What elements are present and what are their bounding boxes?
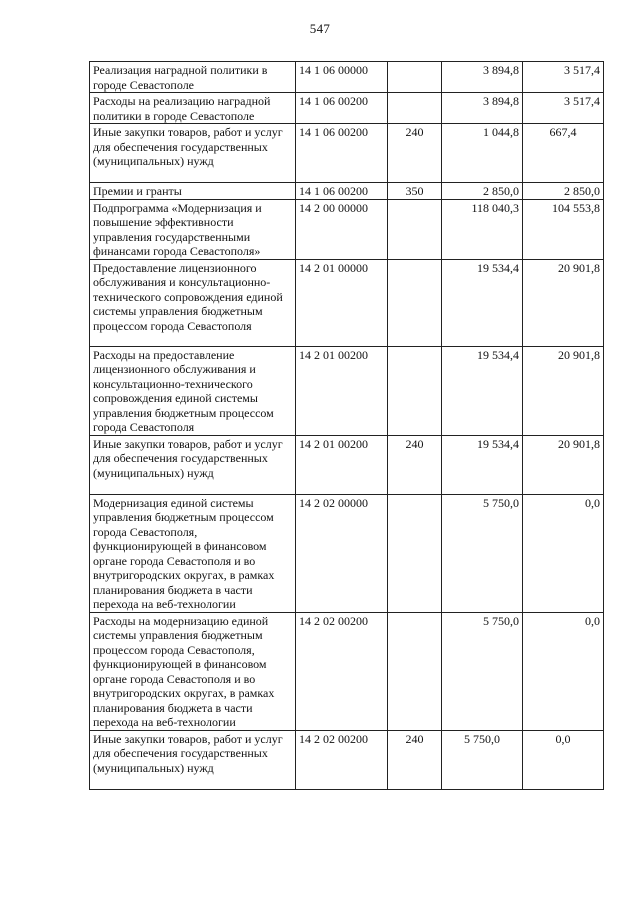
row-code: 14 1 06 00200 [296, 93, 388, 124]
row-expense-type: 240 [388, 730, 442, 789]
row-expense-type [388, 346, 442, 435]
row-code: 14 2 00 00000 [296, 199, 388, 259]
row-code: 14 2 01 00000 [296, 259, 388, 346]
row-code: 14 1 06 00200 [296, 124, 388, 183]
row-code: 14 2 01 00200 [296, 435, 388, 494]
row-value-2: 3 517,4 [523, 93, 604, 124]
row-expense-type: 240 [388, 435, 442, 494]
row-name: Расходы на предоставление лицензионного обслуживания и консультационно-технического сопровождения единой системы управления бюджетным процессом города Севастополя [90, 346, 296, 435]
row-name: Предоставление лицензионного обслуживания и консультационно-технического сопровождения единой системы управления бюджетным процессом города Севастополя [90, 259, 296, 346]
row-name: Расходы на реализацию наградной политики в городе Севастополе [90, 93, 296, 124]
table-row [90, 259, 604, 346]
row-expense-type [388, 259, 442, 346]
row-code: 14 2 01 00200 [296, 346, 388, 435]
row-name: Модернизация единой системы управления бюджетным процессом города Севастополя, функционирующей в финансовом органе города Севастополя и во внутригородских округах, в рамках планирования бюджета в части перехода на веб-технологии [90, 494, 296, 612]
row-value-2: 667,4 [523, 124, 604, 183]
row-value-1: 19 534,4 [442, 435, 523, 494]
row-code: 14 1 06 00200 [296, 183, 388, 200]
row-code: 14 2 02 00000 [296, 494, 388, 612]
row-code: 14 1 06 00000 [296, 62, 388, 93]
page-number: 547 [309, 21, 331, 36]
row-value-1: 2 850,0 [442, 183, 523, 200]
row-value-2: 0,0 [523, 612, 604, 730]
row-expense-type: 350 [388, 183, 442, 200]
row-value-1: 1 044,8 [442, 124, 523, 183]
budget-table [89, 61, 604, 790]
row-value-1: 5 750,0 [442, 612, 523, 730]
row-value-1: 5 750,0 [442, 494, 523, 612]
row-expense-type [388, 62, 442, 93]
table-row [90, 494, 604, 612]
row-expense-type [388, 93, 442, 124]
row-expense-type: 240 [388, 124, 442, 183]
row-value-2: 3 517,4 [523, 62, 604, 93]
table-row [90, 612, 604, 730]
row-value-2: 20 901,8 [523, 259, 604, 346]
budget-table-body [90, 62, 604, 790]
table-row [90, 435, 604, 494]
row-value-2: 0,0 [523, 730, 604, 789]
table-row [90, 93, 604, 124]
table-row [90, 199, 604, 259]
row-name: Иные закупки товаров, работ и услуг для обеспечения государственных (муниципальных) нужд [90, 730, 296, 789]
row-name: Реализация наградной политики в городе Севастополе [90, 62, 296, 93]
table-row [90, 62, 604, 93]
row-value-2: 20 901,8 [523, 346, 604, 435]
row-value-1: 3 894,8 [442, 93, 523, 124]
row-value-1: 3 894,8 [442, 62, 523, 93]
table-row [90, 346, 604, 435]
row-value-1: 19 534,4 [442, 346, 523, 435]
table-row [90, 183, 604, 200]
table-row [90, 124, 604, 183]
row-value-2: 20 901,8 [523, 435, 604, 494]
row-name: Иные закупки товаров, работ и услуг для обеспечения государственных (муниципальных) нужд [90, 435, 296, 494]
row-code: 14 2 02 00200 [296, 730, 388, 789]
row-value-2: 2 850,0 [523, 183, 604, 200]
row-expense-type [388, 494, 442, 612]
row-expense-type [388, 199, 442, 259]
row-value-1: 5 750,0 [442, 730, 523, 789]
table-row [90, 730, 604, 789]
row-name: Расходы на модернизацию единой системы управления бюджетным процессом города Севастополя, функционирующей в финансовом органе города Севастополя и во внутригородских округах, в рамках планирования бюджета в части перехода на веб-технологии [90, 612, 296, 730]
row-code: 14 2 02 00200 [296, 612, 388, 730]
row-name: Премии и гранты [90, 183, 296, 200]
row-value-1: 118 040,3 [442, 199, 523, 259]
row-name: Иные закупки товаров, работ и услуг для обеспечения государственных (муниципальных) нужд [90, 124, 296, 183]
row-value-2: 104 553,8 [523, 199, 604, 259]
row-expense-type [388, 612, 442, 730]
row-value-1: 19 534,4 [442, 259, 523, 346]
row-name: Подпрограмма «Модернизация и повышение эффективности управления государственными финансами города Севастополя» [90, 199, 296, 259]
row-value-2: 0,0 [523, 494, 604, 612]
